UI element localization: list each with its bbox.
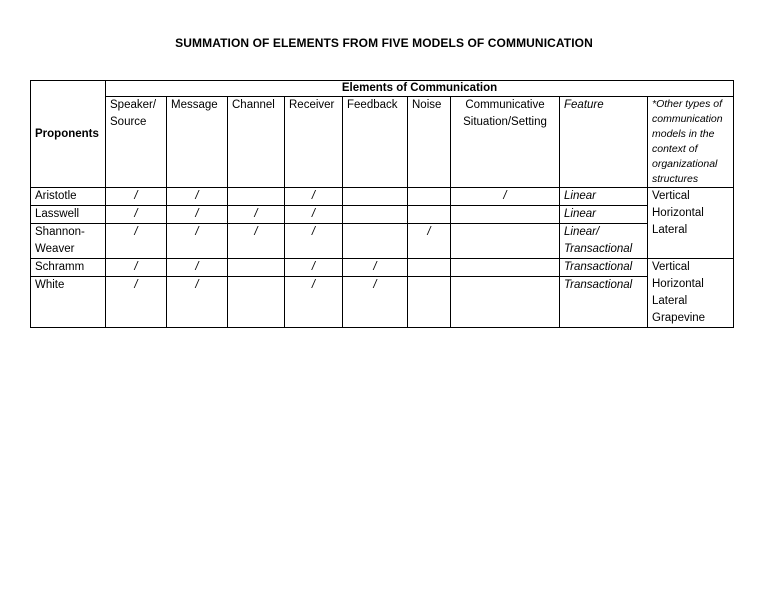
speaker-check: / [134, 226, 138, 238]
structure-item: Lateral [652, 224, 688, 236]
structure-item: Horizontal [652, 278, 704, 290]
col-message: Message [167, 97, 228, 188]
elements-group-header: Elements of Communication [106, 81, 734, 97]
message-check: / [195, 190, 199, 202]
table-row-lasswell [31, 206, 734, 224]
summation-table [30, 80, 734, 328]
speaker-check: / [134, 208, 138, 220]
proponent-cell: Aristotle [31, 188, 106, 206]
col-communicative-situation: Communicative Situation/Setting [451, 97, 560, 188]
structure-item: Horizontal [652, 207, 704, 219]
message-check: / [195, 261, 199, 273]
channel-check: / [254, 226, 258, 238]
receiver-check: / [311, 261, 316, 273]
group-header-row [31, 81, 734, 97]
proponent-cell: Lasswell [31, 206, 106, 224]
feature-cell: Linear [560, 188, 648, 206]
channel-check: / [254, 208, 258, 220]
table-row-white [31, 277, 734, 328]
document-title: SUMMATION OF ELEMENTS FROM FIVE MODELS OF COMMUNICATION [175, 36, 593, 50]
table-row-shannon-weaver [31, 224, 734, 259]
feature-cell: Linear [560, 206, 648, 224]
proponent-cell: Shannon- Weaver [31, 224, 106, 259]
message-check: / [195, 226, 199, 238]
receiver-check: / [311, 226, 316, 238]
message-check: / [195, 208, 199, 220]
col-speaker-source: Speaker/ Source [106, 97, 167, 188]
structure-item: Lateral [652, 295, 688, 307]
speaker-check: / [134, 190, 138, 202]
col-feedback: Feedback [343, 97, 408, 188]
feedback-check: / [373, 261, 377, 273]
structure-item: Vertical [652, 190, 690, 202]
noise-check: / [427, 226, 431, 238]
receiver-check: / [311, 279, 316, 292]
speaker-check: / [134, 261, 138, 273]
structures-cell-group1 [648, 188, 734, 259]
col-noise: Noise [408, 97, 451, 188]
proponent-cell: White [31, 277, 106, 328]
structure-item: Vertical [652, 261, 690, 273]
col-receiver: Receiver [285, 97, 343, 188]
structure-item: Grapevine [652, 312, 706, 324]
column-header-row [31, 97, 734, 188]
table-row-schramm [31, 259, 734, 277]
feature-cell: Transactional [560, 277, 648, 328]
message-check: / [195, 279, 199, 292]
receiver-check: / [311, 190, 316, 202]
col-other-types: *Other types of communication models in the context of organizational structures [648, 97, 734, 188]
feature-cell: Linear/ Transactional [560, 224, 648, 259]
table-row-aristotle [31, 188, 734, 206]
proponent-cell: Schramm [31, 259, 106, 277]
structures-cell-group2 [648, 259, 734, 328]
col-channel: Channel [228, 97, 285, 188]
situation-check: / [503, 190, 507, 202]
speaker-check: / [134, 279, 138, 292]
receiver-check: / [311, 208, 316, 220]
proponents-header: Proponents [31, 81, 106, 188]
feedback-check: / [373, 279, 377, 292]
col-feature: Feature [560, 97, 648, 188]
feature-cell: Transactional [560, 259, 648, 277]
